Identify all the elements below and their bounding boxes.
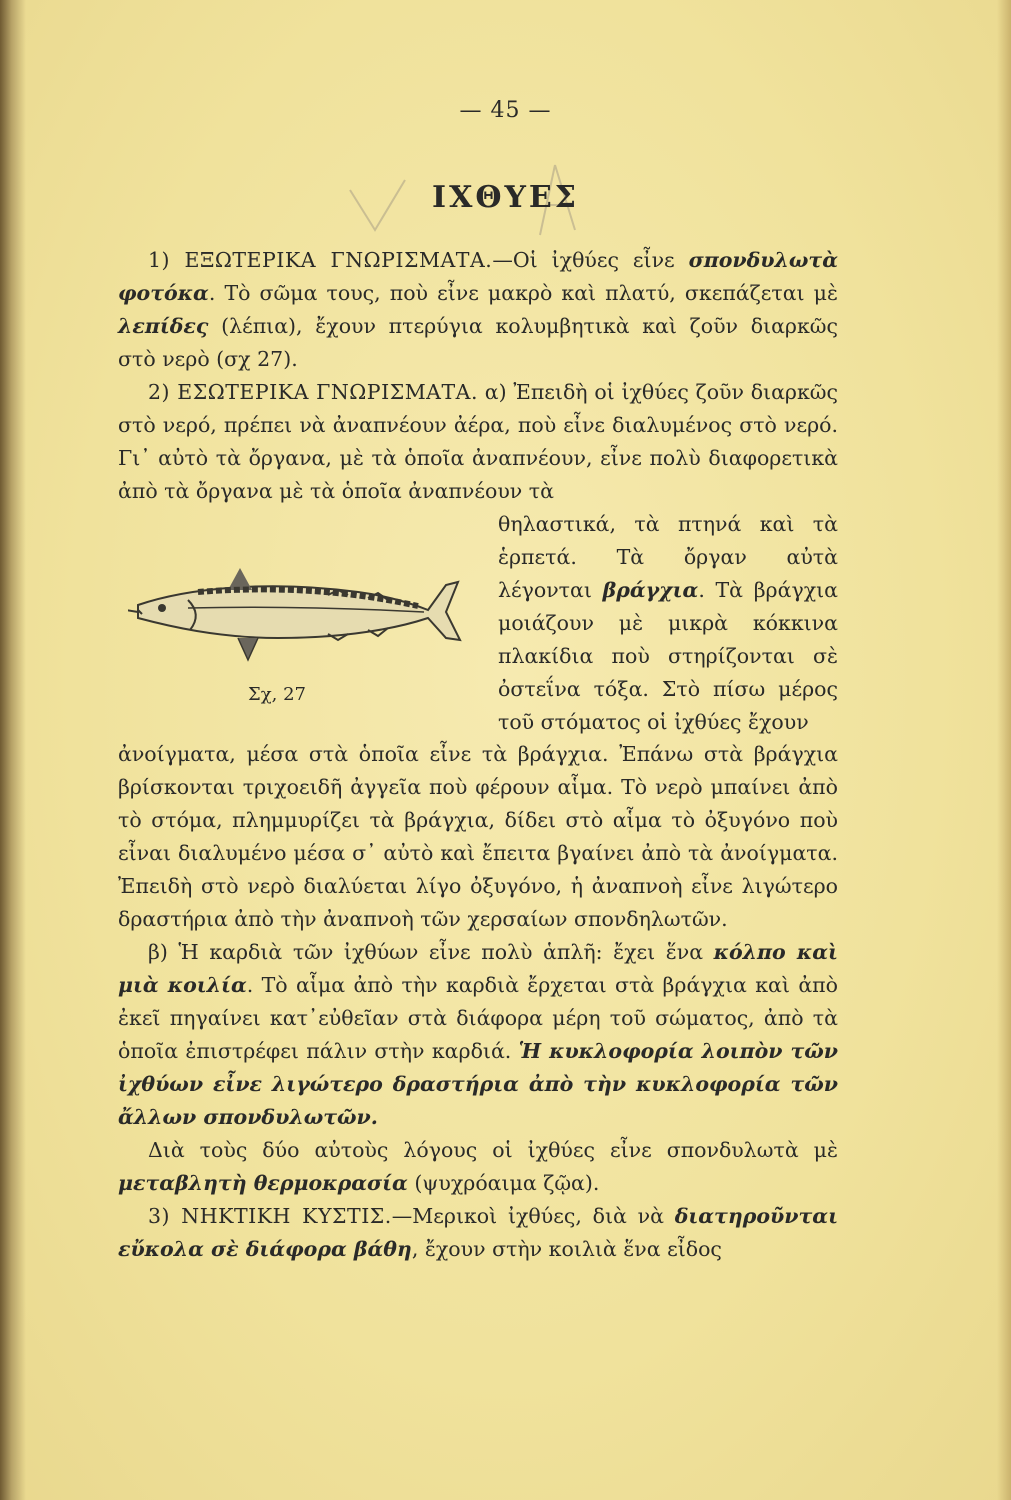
paragraph-gills: ἀνοίγματα, μέσα στὰ ὁποῖα εἶνε τὰ βράγχια. Ἐπάνω στὰ βράγχια βρίσκονται τριχοειδῆ ἀγγεῖα ποὺ φέρουν αἷμα. Τὸ νερὸ μπαίνει ἀπὸ τὸ στόμα, πλημμυρίζει τὰ βράγχια, δίδει στὸ αἷμα τὸ ὀξυγόνο ποὺ εἶναι διαλυμένο μέσα σ᾿ αὐτὸ καὶ ἔπειτα βγαίνει ἀπὸ τὰ ἀνοίγματα. Ἐπειδὴ στὸ νερὸ διαλύεται λίγο ὀξυγόνο, ἡ ἀναπνοὴ εἶνε λιγώτερο δραστήρια ἀπὸ τὴν ἀναπνοὴ τῶν χερσαίων σπονδηλωτῶν. xyxy=(118,742,838,931)
paragraph-external-features: 1) ΕΞΩΤΕΡΙΚΑ ΓΝΩΡΙΣΜΑΤΑ.—Οἱ ἰχθύες εἶνε σπονδυλωτὰ φοτόκα. Τὸ σῶμα τους, ποὺ εἶνε μακρὸ καὶ πλατύ, σκεπάζεται μὲ λεπίδες (λέπια), ἔχουν πτερύγια κολυμβητικὰ καὶ ζοῦν διαρκῶς στὸ νερὸ (σχ 27). xyxy=(118,248,838,371)
text-beside-figure: θηλαστικά, τὰ πτηνά καὶ τὰ ἑρπετά. Τὰ ὄργαν αὐτὰ λέγονται βράγχια. Τὰ βράγχια μοιάζουν μὲ μικρὰ κόκκινα πλακίδια ποὺ στηρίζονται σὲ ὀστεΐνα τόξα. Στὸ πίσω μέρος τοῦ στόματος οἱ ἰχθύες ἔχουν xyxy=(498,512,838,734)
paragraph-temperature: Διὰ τοὺς δύο αὐτοὺς λόγους οἱ ἰχθύες εἶνε σπονδυλωτὰ μὲ μεταβλητὴ θερμοκρασία (ψυχρόαιμα ζῷα). xyxy=(118,1138,838,1195)
page-edge xyxy=(997,0,1011,1500)
paragraph-internal-features: 2) ΕΣΩΤΕΡΙΚΑ ΓΝΩΡΙΣΜΑΤΑ. α) Ἐπειδὴ οἱ ἰχθύες ζοῦν διαρκῶς στὸ νερό, πρέπει νὰ ἀναπνέουν ἀέρα, ποὺ εἶνε διαλυμένος στὸ νερό. Γι᾿ αὐτὸ τὰ ὄργανα, μὲ τὰ ὁποῖα ἀναπνέουν, εἶνε πολὺ διαφορετικὰ ἀπὸ τὰ ὄργανα μὲ τὰ ὁποῖα ἀναπνέουν τὰ xyxy=(118,380,838,503)
page-title: ΙΧΘΥΕΣ xyxy=(432,180,579,215)
fish-illustration xyxy=(128,560,468,670)
binding-shadow xyxy=(0,0,26,1500)
text-block-top xyxy=(118,244,838,508)
paragraph-heart: β) Ἡ καρδιὰ τῶν ἰχθύων εἶνε πολὺ ἁπλῆ: ἔχει ἕνα κόλπο καὶ μιὰ κοιλία. Τὸ αἷμα ἀπὸ τὴν καρδιὰ ἔρχεται στὰ βράγχια καὶ ἀπὸ ἐκεῖ πηγαίνει κατ᾿εὐθεῖαν στὰ διάφορα μέρη τοῦ σώματος, ἀπὸ τὰ ὁποῖα ἐπιστρέφει πάλιν στὴν καρδιά. Ἡ κυκλοφορία λοιπὸν τῶν ἰχθύων εἶνε λιγώτερο δραστήρια ἀπὸ τὴν κυκλοφορία τῶν ἄλλων σπονδυλωτῶν. xyxy=(118,940,838,1129)
figure-caption: Σχ, 27 xyxy=(248,684,306,705)
paragraph-swim-bladder: 3) ΝΗΚΤΙΚΗ ΚΥΣΤΙΣ.—Μερικοὶ ἰχθύες, διὰ νὰ διατηροῦνται εὔκολα σὲ διάφορα βάθη, ἔχουν στὴν κοιλιὰ ἕνα εἶδος xyxy=(118,1204,838,1261)
page-number: — 45 — xyxy=(459,98,552,123)
text-block-bottom xyxy=(118,738,838,1266)
